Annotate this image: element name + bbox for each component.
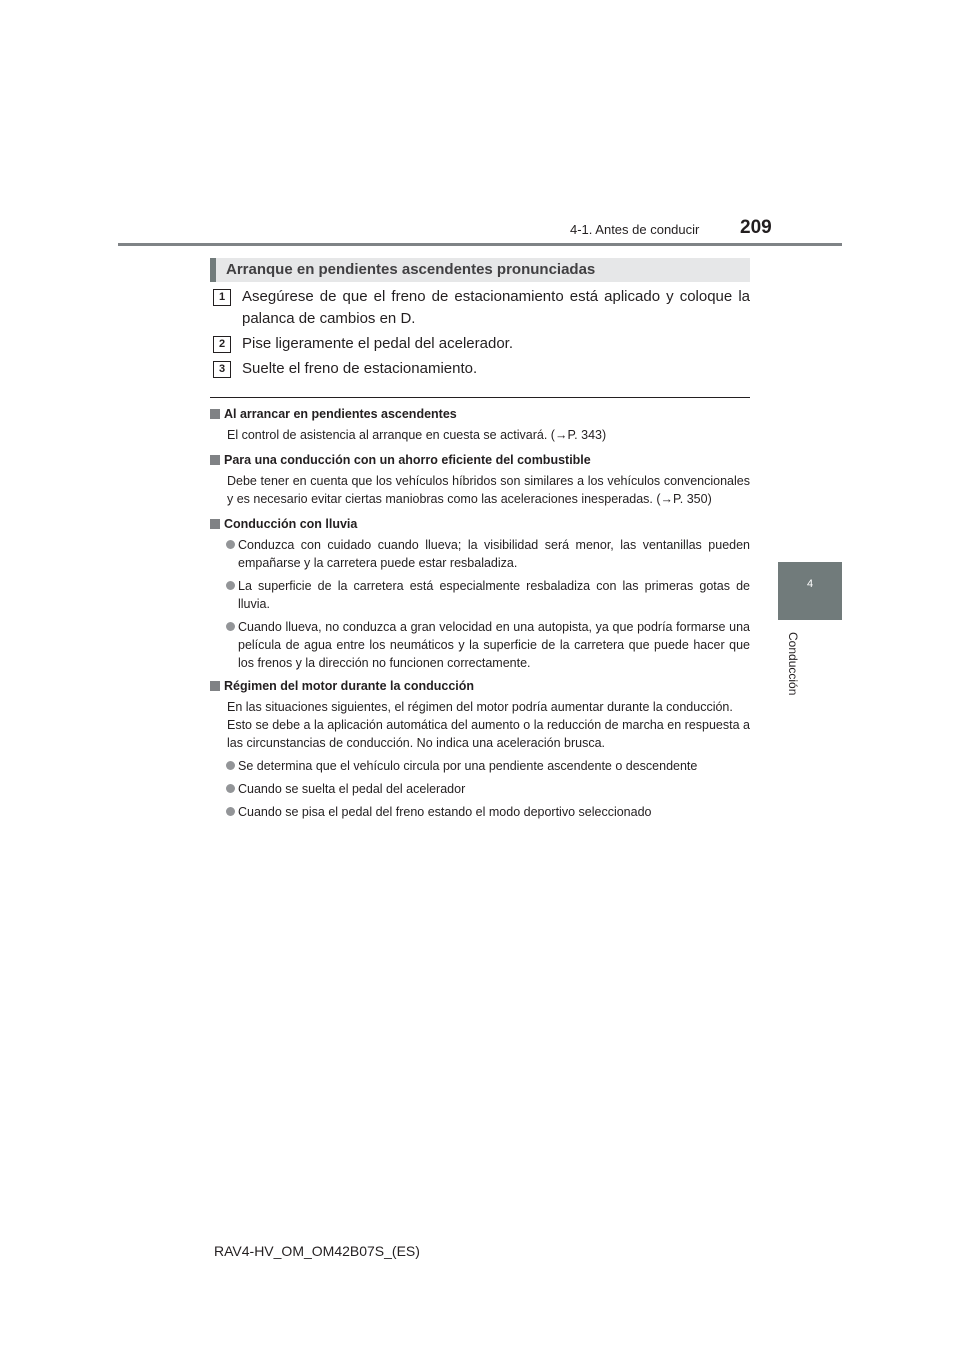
note-text: Debe tener en cuenta que los vehículos híbridos son similares a los vehículos convencionales y es necesario evitar ciertas maniobras como las aceleraciones inesperadas. (→P. 350) bbox=[227, 474, 750, 506]
square-bullet-icon bbox=[210, 455, 220, 465]
list-item: Cuando llueva, no conduzca a gran velocidad en una autopista, ya que podría formarse una película de agua entre los neumáticos y la superficie de la carretera que puede hacer que los frenos y la dirección no funcionen correctamente. bbox=[210, 618, 750, 672]
step-number-3: 3 bbox=[213, 361, 231, 378]
list-item: Se determina que el vehículo circula por una pendiente ascendente o descendente bbox=[210, 757, 750, 775]
note-heading: Para una conducción con un ahorro eficiente del combustible bbox=[210, 451, 750, 469]
section-divider bbox=[210, 397, 750, 398]
section-title: 4-1. Antes de conducir bbox=[570, 222, 700, 237]
procedure-title-bar bbox=[210, 258, 750, 282]
square-bullet-icon bbox=[210, 681, 220, 691]
square-bullet-icon bbox=[210, 519, 220, 529]
page-number: 209 bbox=[740, 217, 772, 238]
manual-code: RAV4-HV_OM_OM42B07S_(ES) bbox=[214, 1243, 420, 1259]
square-bullet-icon bbox=[210, 409, 220, 419]
note-text: En las situaciones siguientes, el régimen del motor podría aumentar durante la conducción. bbox=[227, 700, 733, 714]
chapter-tab bbox=[778, 562, 842, 620]
chapter-number: 4 bbox=[806, 578, 814, 590]
note-text: El control de asistencia al arranque en cuesta se activará. (→P. 343) bbox=[227, 428, 607, 442]
bullet-dot-icon bbox=[226, 761, 235, 770]
step-number-1: 1 bbox=[213, 289, 231, 306]
note-heading: Régimen del motor durante la conducción bbox=[210, 677, 750, 695]
bullet-dot-icon bbox=[226, 784, 235, 793]
list-item: Cuando se suelta el pedal del acelerador bbox=[210, 780, 750, 798]
note-text: Esto se debe a la aplicación automática del aumento o la reducción de marcha en respuesta a las circunstancias de conducción. No indica una aceleración brusca. bbox=[227, 718, 750, 750]
bullet-dot-icon bbox=[226, 807, 235, 816]
bullet-dot-icon bbox=[226, 581, 235, 590]
list-item: Conduzca con cuidado cuando llueva; la visibilidad será menor, las ventanillas pueden empañarse y la carretera puede estar resbaladiza. bbox=[210, 536, 750, 572]
bullet-dot-icon bbox=[226, 540, 235, 549]
step-text-3: Suelte el freno de estacionamiento. bbox=[242, 360, 478, 377]
notes-section bbox=[210, 405, 750, 826]
step-number-2: 2 bbox=[213, 336, 231, 353]
chapter-label: Conducción bbox=[786, 632, 800, 696]
list-item: Cuando se pisa el pedal del freno estando el modo deportivo seleccionado bbox=[210, 803, 750, 821]
list-item: La superficie de la carretera está especialmente resbaladiza con las primeras gotas de lluvia. bbox=[210, 577, 750, 613]
bullet-dot-icon bbox=[226, 622, 235, 631]
header-divider bbox=[118, 243, 842, 246]
note-heading: Al arrancar en pendientes ascendentes bbox=[210, 405, 750, 423]
note-heading: Conducción con lluvia bbox=[210, 515, 750, 533]
step-text-2: Pise ligeramente el pedal del acelerador. bbox=[242, 335, 514, 352]
step-text-1: Asegúrese de que el freno de estacionamiento está aplicado y coloque la palanca de cambios en D. bbox=[242, 288, 750, 327]
procedure-title: Arranque en pendientes ascendentes pronunciadas bbox=[226, 261, 596, 278]
